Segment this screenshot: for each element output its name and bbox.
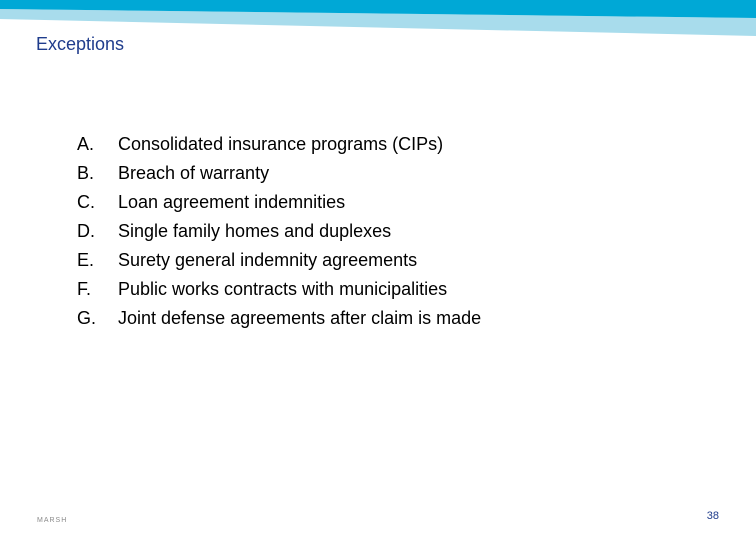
list-item-text: Joint defense agreements after claim is made <box>118 308 482 328</box>
list-item <box>77 188 481 217</box>
slide-title: Exceptions <box>36 34 125 54</box>
footer-logo: MARSH <box>37 517 68 524</box>
list-item-marker: E. <box>77 250 95 270</box>
list-item-text: Single family homes and duplexes <box>118 221 392 241</box>
header-accent-band <box>0 0 756 36</box>
page-number: 38 <box>706 510 719 522</box>
list-item-text: Public works contracts with municipalities <box>118 279 448 299</box>
list-item-text: Consolidated insurance programs (CIPs) <box>118 134 444 154</box>
list-item <box>77 159 481 188</box>
list-item <box>77 275 481 304</box>
exceptions-list <box>77 130 481 333</box>
list-item-marker: G. <box>77 308 97 328</box>
list-item-marker: A. <box>77 134 95 154</box>
list-item-marker: D. <box>77 221 95 241</box>
list-item-text: Loan agreement indemnities <box>118 192 346 212</box>
list-item-marker: B. <box>77 163 95 183</box>
list-item-text: Surety general indemnity agreements <box>118 250 418 270</box>
list-item-text: Breach of warranty <box>118 163 270 183</box>
list-item-marker: C. <box>77 192 95 212</box>
list-item <box>77 130 481 159</box>
list-item <box>77 304 481 333</box>
list-item-marker: F. <box>77 279 92 299</box>
list-item <box>77 217 481 246</box>
list-item <box>77 246 481 275</box>
